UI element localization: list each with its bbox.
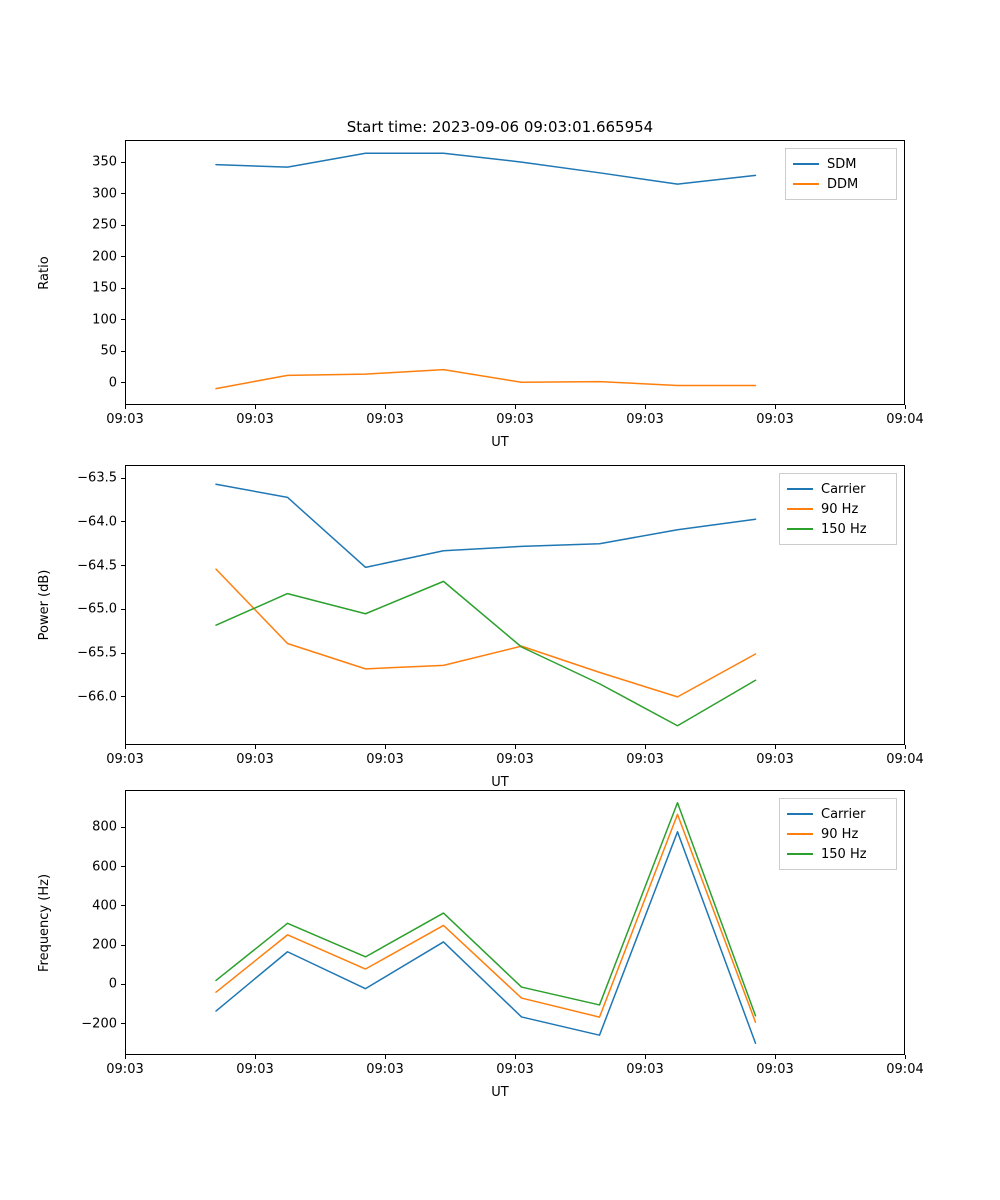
- x-tick-mark: [775, 745, 776, 749]
- y-tick-mark: [121, 382, 125, 383]
- y-tick-label: −64.5: [77, 558, 117, 574]
- x-tick-label: 09:04: [886, 752, 924, 767]
- y-tick-label: 100: [92, 312, 117, 328]
- x-axis-label-panel-2: UT: [491, 775, 509, 790]
- y-tick-label: 300: [92, 186, 117, 202]
- legend-label: DDM: [827, 176, 859, 192]
- y-tick-mark: [121, 193, 125, 194]
- y-tick-mark: [121, 827, 125, 828]
- y-tick-mark: [121, 162, 125, 163]
- x-tick-mark: [515, 405, 516, 409]
- y-tick-mark: [121, 225, 125, 226]
- x-axis-label-panel-3: UT: [491, 1085, 509, 1100]
- x-tick-mark: [125, 745, 126, 749]
- y-tick-label: 350: [92, 154, 117, 170]
- x-tick-label: 09:03: [756, 412, 794, 427]
- y-tick-label: 600: [92, 859, 117, 875]
- legend-swatch: [793, 163, 819, 165]
- x-tick-mark: [385, 745, 386, 749]
- y-tick-label: 800: [92, 819, 117, 835]
- x-tick-mark: [775, 1055, 776, 1059]
- x-tick-label: 09:03: [626, 412, 664, 427]
- x-tick-label: 09:03: [626, 1062, 664, 1077]
- x-tick-mark: [645, 1055, 646, 1059]
- x-tick-label: 09:03: [366, 412, 404, 427]
- y-tick-label: −65.5: [77, 645, 117, 661]
- y-tick-mark: [121, 319, 125, 320]
- x-tick-mark: [905, 745, 906, 749]
- x-tick-mark: [905, 405, 906, 409]
- y-axis-label-panel-3: Frequency (Hz): [37, 873, 52, 972]
- x-tick-mark: [125, 1055, 126, 1059]
- y-tick-mark: [121, 1023, 125, 1024]
- x-tick-label: 09:03: [366, 752, 404, 767]
- legend-entry: [793, 154, 889, 174]
- y-tick-mark: [121, 256, 125, 257]
- legend-label: Carrier: [821, 481, 866, 497]
- x-tick-label: 09:03: [106, 412, 144, 427]
- y-tick-mark: [121, 288, 125, 289]
- x-tick-mark: [255, 405, 256, 409]
- legend-swatch: [787, 853, 813, 855]
- legend-entry: [787, 499, 889, 519]
- y-tick-label: 400: [92, 898, 117, 914]
- legend-label: 150 Hz: [821, 846, 867, 862]
- x-tick-mark: [385, 405, 386, 409]
- y-tick-label: 200: [92, 937, 117, 953]
- legend-panel-1: [785, 148, 897, 200]
- y-tick-label: 0: [108, 375, 117, 391]
- legend-label: SDM: [827, 156, 857, 172]
- x-tick-label: 09:04: [886, 412, 924, 427]
- legend-swatch: [787, 508, 813, 510]
- x-tick-label: 09:03: [366, 1062, 404, 1077]
- x-tick-label: 09:03: [756, 752, 794, 767]
- x-tick-mark: [255, 745, 256, 749]
- x-tick-mark: [515, 745, 516, 749]
- legend-entry: [787, 519, 889, 539]
- y-tick-label: −200: [81, 1016, 117, 1032]
- y-tick-label: −65.0: [77, 601, 117, 617]
- y-axis-label-panel-1: Ratio: [37, 255, 52, 290]
- y-tick-label: −63.5: [77, 470, 117, 486]
- y-tick-mark: [121, 696, 125, 697]
- x-tick-label: 09:03: [236, 412, 274, 427]
- x-tick-label: 09:04: [886, 1062, 924, 1077]
- x-tick-label: 09:03: [626, 752, 664, 767]
- legend-swatch: [793, 183, 819, 185]
- legend-panel-2: [779, 473, 897, 545]
- legend-entry: [787, 479, 889, 499]
- y-tick-label: 200: [92, 249, 117, 265]
- y-tick-mark: [121, 565, 125, 566]
- y-tick-mark: [121, 984, 125, 985]
- legend-label: 90 Hz: [821, 826, 859, 842]
- y-tick-mark: [121, 609, 125, 610]
- x-tick-label: 09:03: [496, 752, 534, 767]
- x-tick-mark: [385, 1055, 386, 1059]
- legend-swatch: [787, 528, 813, 530]
- legend-entry: [787, 824, 889, 844]
- x-tick-label: 09:03: [496, 412, 534, 427]
- x-tick-label: 09:03: [106, 1062, 144, 1077]
- legend-entry: [787, 804, 889, 824]
- x-tick-label: 09:03: [756, 1062, 794, 1077]
- y-tick-label: 250: [92, 217, 117, 233]
- x-tick-label: 09:03: [496, 1062, 534, 1077]
- x-tick-mark: [125, 405, 126, 409]
- x-tick-mark: [645, 405, 646, 409]
- legend-panel-3: [779, 798, 897, 870]
- y-tick-label: 0: [108, 976, 117, 992]
- legend-swatch: [787, 813, 813, 815]
- y-tick-label: −66.0: [77, 689, 117, 705]
- y-tick-label: 50: [100, 343, 117, 359]
- x-tick-label: 09:03: [106, 752, 144, 767]
- legend-label: 150 Hz: [821, 521, 867, 537]
- legend-entry: [787, 844, 889, 864]
- x-tick-mark: [515, 1055, 516, 1059]
- y-tick-mark: [121, 351, 125, 352]
- legend-entry: [793, 174, 889, 194]
- legend-swatch: [787, 833, 813, 835]
- y-tick-mark: [121, 905, 125, 906]
- y-tick-mark: [121, 945, 125, 946]
- x-axis-label-panel-1: UT: [491, 435, 509, 450]
- x-tick-label: 09:03: [236, 752, 274, 767]
- y-tick-mark: [121, 478, 125, 479]
- page-title: Start time: 2023-09-06 09:03:01.665954: [346, 118, 654, 136]
- y-tick-label: −64.0: [77, 514, 117, 530]
- x-tick-label: 09:03: [236, 1062, 274, 1077]
- y-tick-label: 150: [92, 280, 117, 296]
- legend-label: 90 Hz: [821, 501, 859, 517]
- y-tick-mark: [121, 653, 125, 654]
- y-axis-label-panel-2: Power (dB): [37, 569, 52, 641]
- x-tick-mark: [775, 405, 776, 409]
- y-tick-mark: [121, 866, 125, 867]
- legend-swatch: [787, 488, 813, 490]
- x-tick-mark: [255, 1055, 256, 1059]
- x-tick-mark: [905, 1055, 906, 1059]
- x-tick-mark: [645, 745, 646, 749]
- legend-label: Carrier: [821, 806, 866, 822]
- y-tick-mark: [121, 521, 125, 522]
